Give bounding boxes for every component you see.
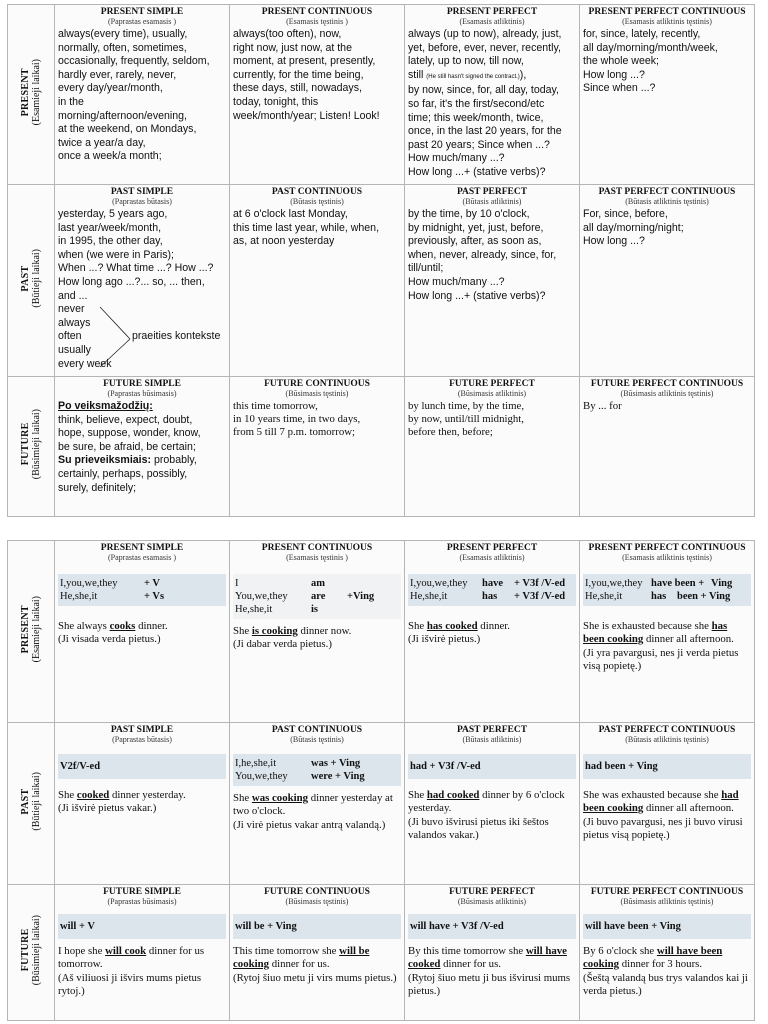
- marker-line: as, at noon yesterday: [233, 235, 335, 248]
- formula-verb: am: [311, 578, 325, 589]
- example-sentence: She has cooked dinner.: [408, 620, 510, 632]
- cell-subtitle: (Esamasis atliktinis): [459, 553, 525, 562]
- adverbs-first: probably,: [151, 454, 197, 467]
- marker-list: [58, 400, 226, 495]
- example-translation: (Ji buvo išvirusi pietus iki šeštos valandos vakar.): [408, 815, 549, 842]
- marker-line: twice a year/a day,: [58, 136, 146, 149]
- formula-subject: He,she,it: [585, 591, 623, 602]
- marker-line: think, believe, expect, doubt,: [58, 413, 193, 426]
- cell-past-perfect: [405, 723, 580, 885]
- example-translation: (Ji dabar verda pietus.): [233, 638, 332, 651]
- marker-list: [58, 28, 226, 164]
- cell-title: PAST CONTINUOUS: [271, 187, 363, 197]
- marker-list: [233, 208, 401, 249]
- cell-present-perfect-continuous: [580, 541, 755, 723]
- marker-line: Since when ...?: [583, 82, 656, 95]
- marker-list-part2: [408, 84, 576, 179]
- marker-line: once a week/a month;: [58, 150, 162, 163]
- formula: [58, 914, 226, 939]
- formula-verb: + V: [144, 578, 161, 589]
- marker-line: by now, until/till midnight,: [408, 413, 524, 425]
- cell-title: PRESENT CONTINUOUS: [261, 543, 373, 553]
- marker-list: [583, 208, 751, 249]
- marker-list: [58, 208, 226, 303]
- future-row: [8, 885, 755, 1021]
- cell-subtitle: (Būsimasis atliktinis tęstinis): [620, 897, 714, 906]
- cell-title: FUTURE SIMPLE: [103, 379, 181, 389]
- cell-subtitle: (Būtasis atliktinis tęstinis): [625, 197, 709, 206]
- marker-line: lately, up to now, till now,: [408, 55, 524, 68]
- marker-line: How long ...+ (stative verbs)?: [408, 289, 546, 302]
- marker-line: be sure, be afraid, be certain;: [58, 440, 196, 453]
- cell-subtitle: (Paprastas esamasis ): [108, 553, 176, 562]
- formula-subject: I,you,we,they: [585, 578, 643, 589]
- example-translation: (Ji išvirė pietus.): [408, 633, 481, 646]
- formula-subject: You,we,they: [235, 771, 288, 782]
- example-translation: (Ji yra pavargusi, nes ji verda pietus visą popietę.): [583, 646, 739, 673]
- formula-subject: I,he,she,it: [235, 758, 277, 769]
- cell-title: PRESENT CONTINUOUS: [261, 7, 373, 17]
- marker-line: time; this week/month, twice,: [408, 111, 544, 124]
- formula: [583, 574, 751, 606]
- example-translation: (Ji buvo pavargusi, nes ji buvo virusi pietus visą popietę.): [583, 815, 743, 842]
- tense-formula-table: [7, 540, 755, 1020]
- row-label-sub: (Būtieji laikai): [31, 771, 42, 831]
- cell-title: PRESENT PERFECT CONTINUOUS: [588, 543, 746, 553]
- formula-subject: I,you,we,they: [60, 578, 118, 589]
- cell-title: PAST SIMPLE: [110, 187, 174, 197]
- marker-list-part1: [408, 28, 576, 69]
- cell-present-simple: [55, 5, 230, 185]
- marker-line: How long ...?: [583, 235, 645, 248]
- future-row: [8, 377, 755, 517]
- row-label-title: PAST: [20, 787, 31, 815]
- formula: [408, 754, 576, 779]
- row-label-sub: (Būsimieji laikai): [31, 914, 42, 986]
- marker-line: so far, it's the first/second/etc: [408, 97, 545, 110]
- cell-future-simple: [55, 377, 230, 517]
- row-label-future: [8, 377, 55, 517]
- marker-list: [583, 28, 751, 96]
- example-sentence: She was cooking dinner yesterday at two o'clock.: [233, 792, 393, 818]
- marker-line: by midnight, yet, just, before,: [408, 221, 544, 234]
- cell-title: FUTURE PERFECT: [449, 887, 535, 897]
- marker-line: every day/year/month,: [58, 82, 163, 95]
- formula-verb: has: [651, 591, 667, 602]
- marker-line: by the time, by 10 o'clock,: [408, 208, 530, 220]
- cell-subtitle: (Būtasis atliktinis): [462, 735, 522, 744]
- example-verb: will be cooking: [233, 945, 370, 971]
- cell-subtitle: (Esamasis atliktinis tęstinis): [622, 17, 712, 26]
- example-translation: (Ji visada verda pietus.): [58, 633, 161, 646]
- marker-line: this time last year, while, when,: [233, 221, 380, 234]
- example-translation: (Ji virė pietus vakar antrą valandą.): [233, 818, 386, 831]
- still-word: still: [408, 68, 424, 81]
- marker-line: in the: [58, 95, 84, 108]
- cell-subtitle: (Paprastas būtasis): [112, 735, 172, 744]
- marker-line: last year/week/month,: [58, 221, 162, 234]
- cell-present-perfect: [405, 5, 580, 185]
- cell-subtitle: (Esamasis atliktinis tęstinis): [622, 553, 712, 562]
- cell-subtitle: (Paprastas būtasis): [112, 197, 172, 206]
- cell-subtitle: (Esamasis tęstinis ): [286, 17, 348, 26]
- tense-markers-table: [7, 4, 755, 516]
- marker-line: today, tonight, this: [233, 95, 319, 108]
- cell-present-perfect: [405, 541, 580, 723]
- cell-past-simple: [55, 185, 230, 377]
- marker-line: once, in the last 20 years, for the: [408, 125, 562, 138]
- past-row: [8, 185, 755, 377]
- formula: [233, 754, 401, 786]
- marker-line: till/until;: [408, 262, 444, 275]
- formula-subject: I,you,we,they: [410, 578, 468, 589]
- marker-line: never: [58, 303, 85, 316]
- present-row: [8, 5, 755, 185]
- cell-past-perfect: [405, 185, 580, 377]
- marker-list: [408, 208, 576, 303]
- row-label-present: [8, 541, 55, 723]
- cell-title: FUTURE PERFECT: [449, 379, 535, 389]
- verbs-list: [58, 414, 226, 455]
- formula-text: will have + V3f /V-ed: [410, 921, 504, 932]
- cell-subtitle: (Būtasis atliktinis tęstinis): [625, 735, 709, 744]
- cell-title: PRESENT PERFECT CONTINUOUS: [588, 7, 746, 17]
- cell-subtitle: (Būsimasis atliktinis): [457, 389, 527, 398]
- row-label-sub: (Būtieji laikai): [31, 248, 42, 308]
- cell-past-perfect-continuous: [580, 723, 755, 885]
- formula-text: will + V: [60, 921, 95, 932]
- verbs-heading: Po veiksmažodžių:: [58, 400, 153, 412]
- formula-verb: were + Ving: [311, 771, 365, 782]
- marker-line: all day/morning/night;: [583, 221, 684, 234]
- example-sentence: She is exhausted because she has been cooking dinner all afternoon.: [583, 620, 734, 646]
- row-label-title: PAST: [20, 264, 31, 292]
- marker-line: hope, suppose, wonder, know,: [58, 427, 201, 440]
- marker-line: by lunch time, by the time,: [408, 400, 525, 412]
- marker-line: surely, definitely;: [58, 481, 137, 494]
- cell-past-perfect-continuous: [580, 185, 755, 377]
- cell-title: PAST PERFECT CONTINUOUS: [598, 725, 736, 735]
- example-verb: has been cooking: [583, 620, 728, 646]
- formula-subject: He,she,it: [410, 591, 448, 602]
- formula-verb: was + Ving: [311, 758, 361, 769]
- cell-title: PRESENT SIMPLE: [100, 543, 184, 553]
- formula-verb: has: [482, 591, 498, 602]
- cell-subtitle: (Paprastas esamasis ): [108, 17, 176, 26]
- cell-title: FUTURE PERFECT CONTINUOUS: [590, 887, 744, 897]
- example-verb: will have cooked: [408, 945, 567, 971]
- formula-subject: I: [235, 578, 239, 589]
- cell-future-perfect-continuous: [580, 377, 755, 517]
- example-translation: (Aš viliuosi ji išvirs mums pietus rytoj.): [58, 971, 202, 998]
- cell-present-simple: [55, 541, 230, 723]
- row-label-past: [8, 185, 55, 377]
- row-label-future: [8, 885, 55, 1021]
- cell-future-simple: [55, 885, 230, 1021]
- marker-line: before then, before;: [408, 426, 493, 438]
- formula-ending: been + Ving: [677, 591, 731, 602]
- cell-title: PAST CONTINUOUS: [271, 725, 363, 735]
- formula-verb: + Vs: [144, 591, 165, 602]
- marker-line: at the weekend, on Mondays,: [58, 123, 197, 136]
- marker-line: these days, still, nowadays,: [233, 82, 362, 95]
- marker-line: from 5 till 7 p.m. tomorrow;: [233, 426, 356, 438]
- marker-line: always(every time), usually,: [58, 28, 188, 40]
- formula-subject: You,we,they: [235, 591, 288, 602]
- cell-future-continuous: [230, 885, 405, 1021]
- still-line: [408, 69, 576, 85]
- formula-text: V2f/V-ed: [60, 761, 101, 772]
- formula-subject: He,she,it: [60, 591, 98, 602]
- marker-line: normally, often, sometimes,: [58, 41, 187, 54]
- cell-title: PAST SIMPLE: [110, 725, 174, 735]
- still-note: (He still hasn't signed the contract.): [426, 73, 520, 80]
- row-label-title: PRESENT: [20, 67, 31, 117]
- marker-line: hardly ever, rarely, never,: [58, 68, 177, 81]
- formula-verb: have: [482, 578, 503, 589]
- example-sentence: By this time tomorrow she will have cooked dinner for us.: [408, 945, 567, 971]
- adverbs-list: [58, 468, 226, 495]
- cell-past-continuous: [230, 723, 405, 885]
- cell-past-continuous: [230, 185, 405, 377]
- cell-subtitle: (Būsimasis atliktinis): [457, 897, 527, 906]
- cell-subtitle: (Būsimasis atliktinis tęstinis): [620, 389, 714, 398]
- present-row: [8, 541, 755, 723]
- formula: [233, 914, 401, 939]
- marker-line: always (up to now), already, just,: [408, 28, 562, 40]
- formula: [233, 574, 401, 619]
- marker-line: always: [58, 316, 91, 329]
- example-sentence: By 6 o'clock she will have been cooking dinner for 3 hours.: [583, 945, 723, 971]
- cell-subtitle: (Paprastas būsimasis): [107, 389, 177, 398]
- formula-text: had been + Ving: [585, 761, 658, 772]
- row-label-sub: (Esamieji laikai): [31, 58, 42, 126]
- formula-verb: is: [311, 604, 319, 615]
- marker-line: currently, for the time being,: [233, 68, 364, 81]
- cell-title: FUTURE CONTINUOUS: [264, 379, 370, 389]
- marker-list: [408, 400, 576, 439]
- example-sentence: This time tomorrow she will be cooking dinner for us.: [233, 945, 370, 971]
- cell-subtitle: (Būsimasis tęstinis): [285, 389, 349, 398]
- marker-line: When ...? What time ...? How ...?: [58, 262, 214, 275]
- formula: [583, 754, 751, 779]
- formula-ending: + V3f /V-ed: [514, 578, 566, 589]
- marker-line: yesterday, 5 years ago,: [58, 208, 168, 220]
- marker-line: right now, just now, at the: [233, 41, 352, 54]
- marker-line: the whole week;: [583, 55, 659, 68]
- marker-line: when, never, already, since, for,: [408, 248, 557, 261]
- marker-line: yet, before, ever, never, recently,: [408, 41, 561, 54]
- marker-line: at 6 o'clock last Monday,: [233, 208, 348, 220]
- example-verb: is cooking: [251, 625, 298, 637]
- example-sentence: I hope she will cook dinner for us tomorrow.: [58, 945, 205, 971]
- marker-line: past 20 years; Since when ...?: [408, 138, 550, 151]
- marker-line: week/month/year; Listen! Look!: [233, 109, 380, 122]
- cell-subtitle: (Būsimasis tęstinis): [285, 897, 349, 906]
- formula-verb: have been +: [651, 578, 705, 589]
- marker-line: in 10 years time, in two days,: [233, 413, 361, 425]
- example-translation: (Rytoj šiuo metu ji bus išvirusi mums pietus.): [408, 971, 571, 998]
- cell-title: PRESENT PERFECT: [446, 543, 538, 553]
- example-verb: was cooking: [251, 792, 308, 804]
- formula-verb: are: [311, 591, 326, 602]
- example-translation: (Šeštą valandą bus trys valandos kai ji verda pietus.): [583, 971, 748, 998]
- marker-line: always(too often), now,: [233, 28, 342, 40]
- marker-line: For, since, before,: [583, 208, 668, 220]
- cell-present-continuous: [230, 5, 405, 185]
- cell-title: PAST PERFECT CONTINUOUS: [598, 187, 736, 197]
- example-translation: (Rytoj šiuo metu ji virs mums pietus.): [233, 971, 397, 984]
- row-label-sub: (Esamieji laikai): [31, 595, 42, 663]
- bracket-label: praeities kontekste: [132, 330, 221, 343]
- cell-title: FUTURE PERFECT CONTINUOUS: [590, 379, 744, 389]
- example-verb: had cooked: [426, 789, 480, 801]
- cell-title: PRESENT PERFECT: [446, 7, 538, 17]
- cell-future-continuous: [230, 377, 405, 517]
- row-label-past: [8, 723, 55, 885]
- row-label-present: [8, 5, 55, 185]
- marker-line: morning/afternoon/evening,: [58, 109, 187, 122]
- cell-future-perfect: [405, 377, 580, 517]
- marker-line: previously, after, as soon as,: [408, 235, 542, 248]
- row-label-title: FUTURE: [20, 422, 31, 466]
- row-label-sub: (Būsimieji laikai): [31, 408, 42, 480]
- example-verb: has cooked: [426, 620, 478, 632]
- formula-text: had + V3f /V-ed: [410, 761, 481, 772]
- cell-title: FUTURE SIMPLE: [103, 887, 181, 897]
- formula-ending: +Ving: [347, 591, 375, 602]
- row-label-title: PRESENT: [20, 604, 31, 654]
- cell-subtitle: (Esamasis atliktinis): [459, 17, 525, 26]
- formula: [408, 574, 576, 606]
- cell-present-perfect-continuous: [580, 5, 755, 185]
- formula: [58, 754, 226, 779]
- marker-line: certainly, perhaps, possibly,: [58, 467, 188, 480]
- marker-list: [233, 28, 401, 123]
- marker-line: often: [58, 330, 82, 343]
- example-verb: cooks: [109, 620, 136, 632]
- marker-list: [583, 400, 751, 413]
- marker-list: [408, 28, 576, 180]
- marker-line: How long ago ...?... so, ... then,: [58, 275, 205, 288]
- example-sentence: She cooked dinner yesterday.: [58, 789, 186, 801]
- marker-line: and ...: [58, 289, 88, 302]
- example-verb: cooked: [76, 789, 110, 801]
- formula-text: will have been + Ving: [585, 921, 681, 932]
- cell-title: FUTURE CONTINUOUS: [264, 887, 370, 897]
- marker-line: usually: [58, 343, 91, 356]
- adverbs-heading: Su prieveiksmiais:: [58, 454, 152, 467]
- formula: [58, 574, 226, 606]
- cell-future-perfect: [405, 885, 580, 1021]
- formula-subject: He,she,it: [235, 604, 273, 615]
- marker-line: this time tomorrow,: [233, 400, 318, 412]
- cell-past-simple: [55, 723, 230, 885]
- marker-line: for, since, lately, recently,: [583, 28, 701, 40]
- row-label-title: FUTURE: [20, 928, 31, 972]
- example-sentence: She is cooking dinner now.: [233, 625, 352, 637]
- example-verb: will cook: [105, 945, 147, 957]
- marker-line: by now, since, for, all day, today,: [408, 84, 559, 97]
- marker-line: all day/morning/month/week,: [583, 41, 718, 54]
- marker-line: By ... for: [583, 400, 622, 412]
- marker-line: every week: [58, 357, 112, 370]
- still-end: ),: [519, 68, 527, 81]
- past-row: [8, 723, 755, 885]
- formula: [408, 914, 576, 939]
- cell-subtitle: (Būtasis tęstinis): [290, 197, 344, 206]
- formula-text: will be + Ving: [235, 921, 297, 932]
- marker-line: when (we were in Paris);: [58, 248, 174, 261]
- example-sentence: She had cooked dinner by 6 o'clock yesterday.: [408, 789, 565, 815]
- formula: [583, 914, 751, 939]
- marker-line: How much/many ...?: [408, 152, 505, 165]
- example-sentence: She always cooks dinner.: [58, 620, 168, 632]
- marker-list: [233, 400, 401, 439]
- cell-title: PAST PERFECT: [456, 725, 528, 735]
- formula-ending: Ving: [711, 578, 733, 589]
- marker-line: in 1995, the other day,: [58, 235, 163, 248]
- cell-subtitle: (Būtasis tęstinis): [290, 735, 344, 744]
- cell-subtitle: (Esamasis tęstinis ): [286, 553, 348, 562]
- past-context-bracket: [58, 303, 226, 371]
- example-translation: (Ji išvirė pietus vakar.): [58, 802, 157, 815]
- cell-subtitle: (Būtasis atliktinis): [462, 197, 522, 206]
- marker-line: How long ...?: [583, 68, 645, 81]
- cell-title: PRESENT SIMPLE: [100, 7, 184, 17]
- marker-line: How long ...+ (stative verbs)?: [408, 165, 546, 178]
- formula-ending: + V3f /V-ed: [514, 591, 566, 602]
- example-sentence: She was exhausted because she had been cooking dinner all afternoon.: [583, 789, 739, 815]
- cell-future-perfect-continuous: [580, 885, 755, 1021]
- cell-subtitle: (Paprastas būsimasis): [107, 897, 177, 906]
- cell-title: PAST PERFECT: [456, 187, 528, 197]
- example-verb: had been cooking: [583, 789, 739, 815]
- marker-line: occasionally, frequently, seldom,: [58, 55, 210, 68]
- marker-line: How much/many ...?: [408, 275, 505, 288]
- marker-line: moment, at present, presently,: [233, 55, 376, 68]
- example-verb: will have been cooking: [583, 945, 723, 971]
- cell-present-continuous: [230, 541, 405, 723]
